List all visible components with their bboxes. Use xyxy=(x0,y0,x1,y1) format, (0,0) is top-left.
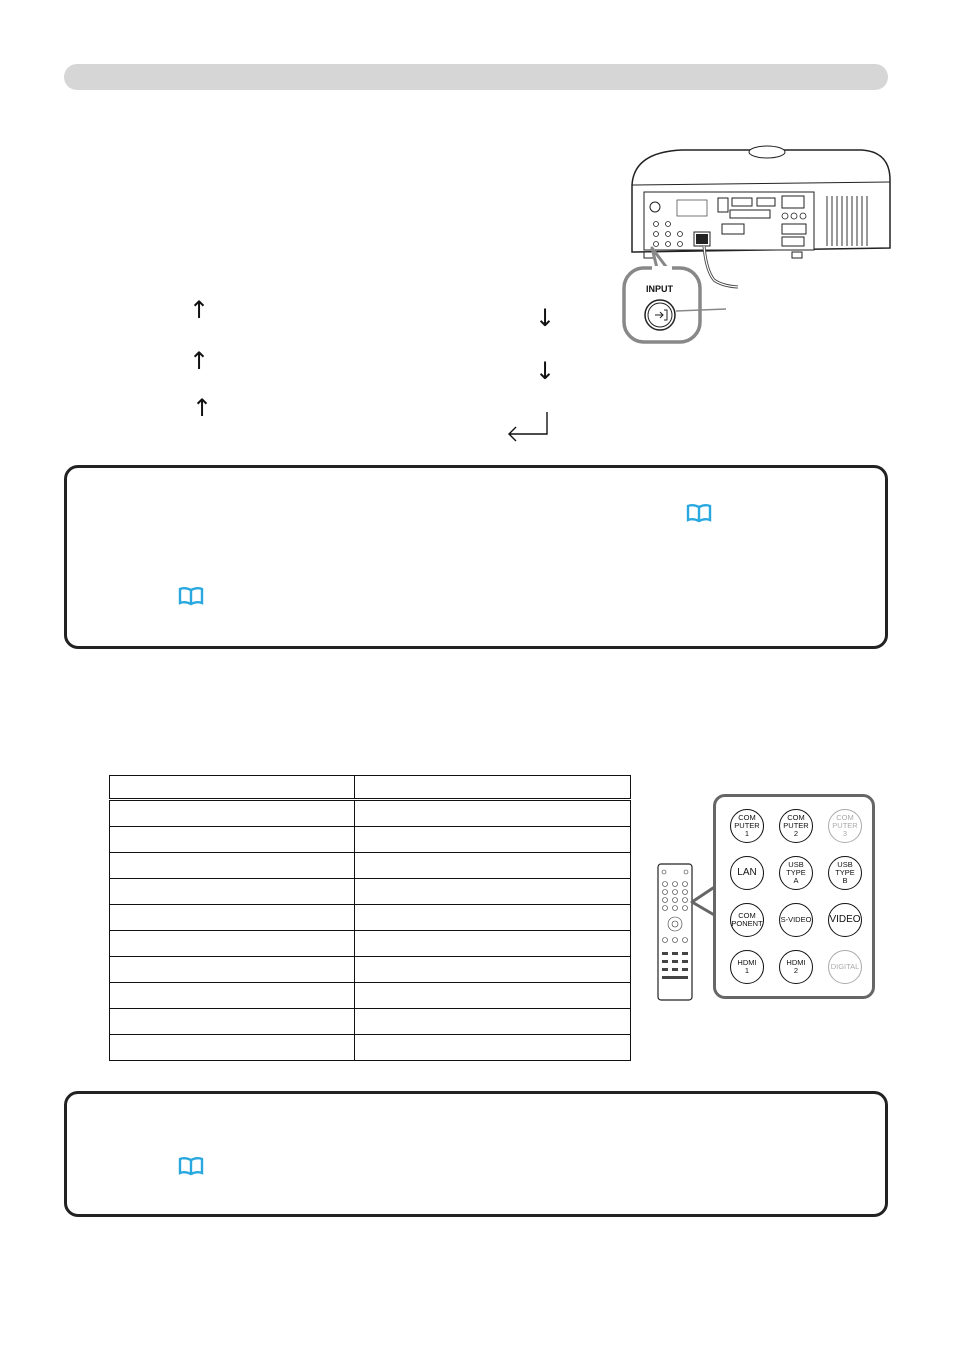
table-row xyxy=(110,1035,631,1061)
lan-button[interactable]: LAN xyxy=(730,856,764,890)
down-arrow-icon: ↓ xyxy=(535,357,556,385)
note-box xyxy=(64,465,888,649)
usb-type-b-button[interactable]: USB TYPE B xyxy=(828,856,862,890)
computer2-button[interactable]: COM PUTER 2 xyxy=(779,809,813,843)
computer3-button[interactable]: COM PUTER 3 xyxy=(828,809,862,843)
table-row xyxy=(110,879,631,905)
table-row xyxy=(110,905,631,931)
table-row xyxy=(110,1009,631,1035)
video-button[interactable]: VIDEO xyxy=(828,903,862,937)
hdmi1-button[interactable]: HDMI 1 xyxy=(730,950,764,984)
s-video-button[interactable]: S-VIDEO xyxy=(779,903,813,937)
book-icon xyxy=(178,586,204,606)
note-box xyxy=(64,1091,888,1217)
up-arrow-icon: ↑ xyxy=(189,347,210,375)
down-arrow-icon: ↓ xyxy=(535,304,556,332)
book-icon xyxy=(178,1156,204,1176)
book-icon xyxy=(686,503,712,523)
component-button[interactable]: COM PONENT xyxy=(730,903,764,937)
enter-arrow-icon xyxy=(505,410,549,442)
up-arrow-icon: ↑ xyxy=(189,296,210,324)
table-row xyxy=(110,931,631,957)
table-row xyxy=(110,853,631,879)
projector-illustration xyxy=(622,140,902,350)
input-table xyxy=(109,775,631,1061)
usb-type-a-button[interactable]: USB TYPE A xyxy=(779,856,813,890)
computer1-button[interactable]: COM PUTER 1 xyxy=(730,809,764,843)
table-row xyxy=(110,800,631,827)
remote-button-panel xyxy=(713,794,875,999)
table-row xyxy=(110,827,631,853)
table-header-row xyxy=(110,776,631,800)
table-row xyxy=(110,983,631,1009)
table-row xyxy=(110,957,631,983)
header-bar xyxy=(64,64,888,90)
up-arrow-icon: ↑ xyxy=(192,394,213,422)
digital-button[interactable]: DIGITAL xyxy=(828,950,862,984)
hdmi2-button[interactable]: HDMI 2 xyxy=(779,950,813,984)
input-label: INPUT xyxy=(646,284,673,294)
remote-control-illustration xyxy=(656,862,718,1002)
